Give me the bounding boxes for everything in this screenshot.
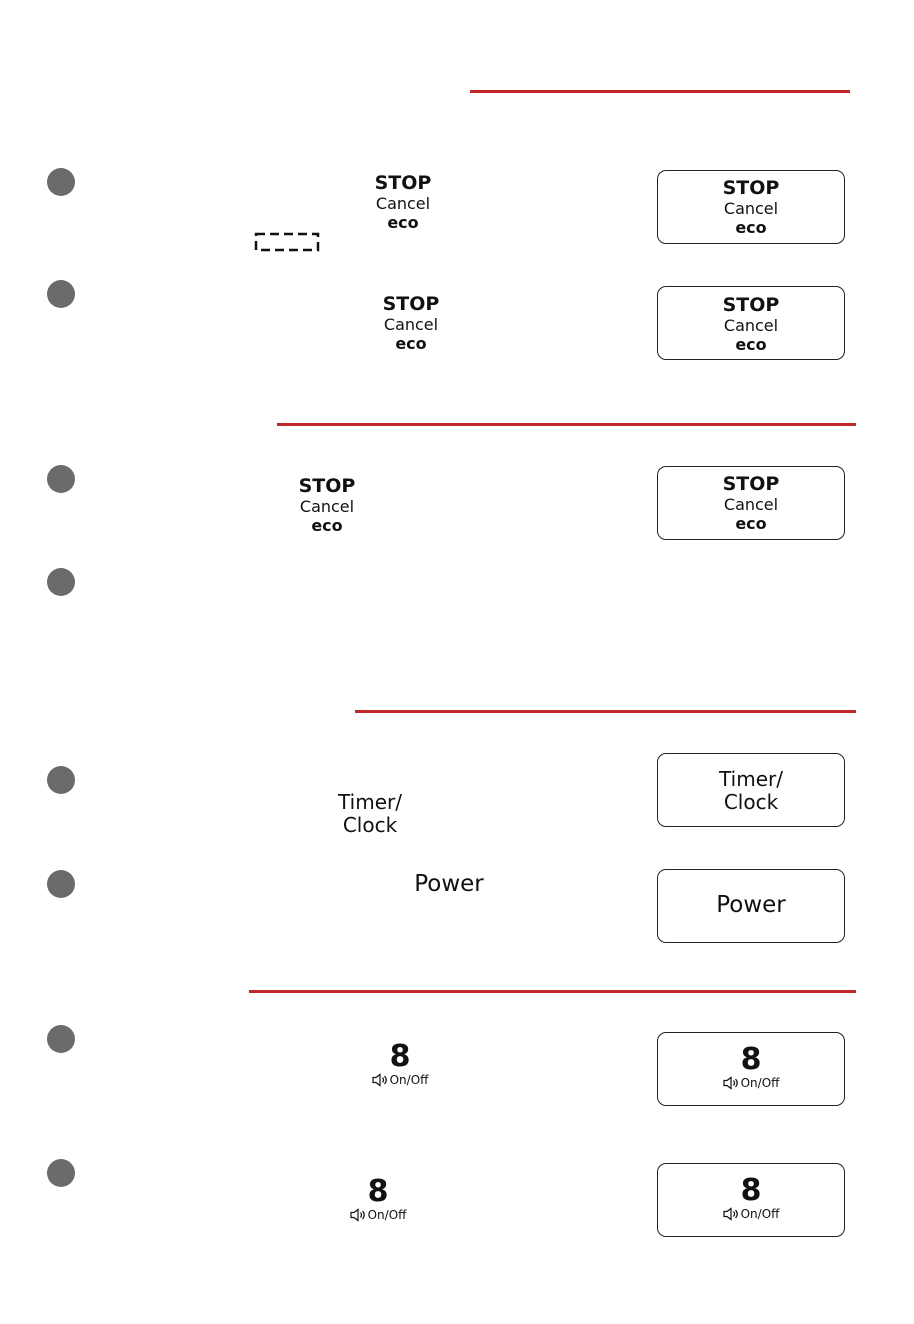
clock-text: Clock	[342, 813, 398, 837]
section-divider-2	[277, 423, 856, 426]
onoff-text: On/Off	[740, 1207, 780, 1221]
stop-text: STOP	[298, 475, 356, 497]
button-label	[658, 1173, 844, 1221]
digit-onoff-button[interactable]	[657, 1163, 845, 1237]
step-marker	[47, 1025, 75, 1053]
onoff-text: On/Off	[367, 1208, 407, 1222]
stop-text: STOP	[382, 293, 440, 315]
stop-cancel-eco-inline	[378, 295, 444, 352]
timer-text: Timer/	[338, 790, 402, 814]
stop-text: STOP	[722, 177, 780, 199]
eco-text: eco	[395, 334, 427, 353]
dashed-display-icon	[254, 232, 320, 252]
stop-cancel-eco-button[interactable]	[657, 286, 845, 360]
section-divider-4	[249, 990, 856, 993]
step-marker	[47, 168, 75, 196]
cancel-text: Cancel	[299, 497, 355, 516]
stop-cancel-eco-button[interactable]	[657, 466, 845, 540]
power-inline	[404, 873, 494, 896]
step-marker	[47, 568, 75, 596]
digit-text: 8	[367, 1174, 389, 1209]
onoff-text: On/Off	[389, 1073, 429, 1087]
stop-cancel-eco-inline	[294, 477, 360, 534]
stop-text: STOP	[722, 473, 780, 495]
step-marker	[47, 280, 75, 308]
speaker-icon	[350, 1208, 366, 1222]
digit-text: 8	[389, 1039, 411, 1074]
digit-text: 8	[740, 1173, 762, 1208]
button-label	[658, 475, 844, 532]
power-text: Power	[716, 892, 786, 918]
cancel-text: Cancel	[723, 199, 779, 218]
button-label	[658, 296, 844, 353]
timer-clock-button[interactable]	[657, 753, 845, 827]
eco-text: eco	[735, 218, 767, 237]
section-divider-3	[355, 710, 856, 713]
digit-onoff-inline	[338, 1174, 418, 1222]
clock-text: Clock	[723, 790, 779, 814]
speaker-icon	[723, 1076, 739, 1090]
power-text: Power	[414, 871, 484, 897]
eco-text: eco	[735, 514, 767, 533]
stop-cancel-eco-button[interactable]	[657, 170, 845, 244]
stop-text: STOP	[722, 294, 780, 316]
cancel-text: Cancel	[383, 315, 439, 334]
digit-text: 8	[740, 1042, 762, 1077]
cancel-text: Cancel	[723, 495, 779, 514]
button-label	[658, 768, 844, 814]
speaker-icon	[372, 1073, 388, 1087]
step-marker	[47, 766, 75, 794]
stop-cancel-eco-inline	[370, 174, 436, 231]
eco-text: eco	[735, 335, 767, 354]
onoff-text: On/Off	[740, 1076, 780, 1090]
button-label	[658, 179, 844, 236]
timer-clock-inline	[330, 791, 410, 837]
step-marker	[47, 1159, 75, 1187]
step-marker	[47, 870, 75, 898]
button-label	[658, 894, 844, 917]
cancel-text: Cancel	[375, 194, 431, 213]
digit-onoff-button[interactable]	[657, 1032, 845, 1106]
eco-text: eco	[387, 213, 419, 232]
stop-text: STOP	[374, 172, 432, 194]
digit-onoff-inline	[360, 1039, 440, 1087]
section-divider-1	[470, 90, 850, 93]
speaker-icon	[723, 1207, 739, 1221]
eco-text: eco	[311, 516, 343, 535]
step-marker	[47, 465, 75, 493]
power-button[interactable]	[657, 869, 845, 943]
cancel-text: Cancel	[723, 316, 779, 335]
button-label	[658, 1042, 844, 1090]
timer-text: Timer/	[719, 767, 783, 791]
